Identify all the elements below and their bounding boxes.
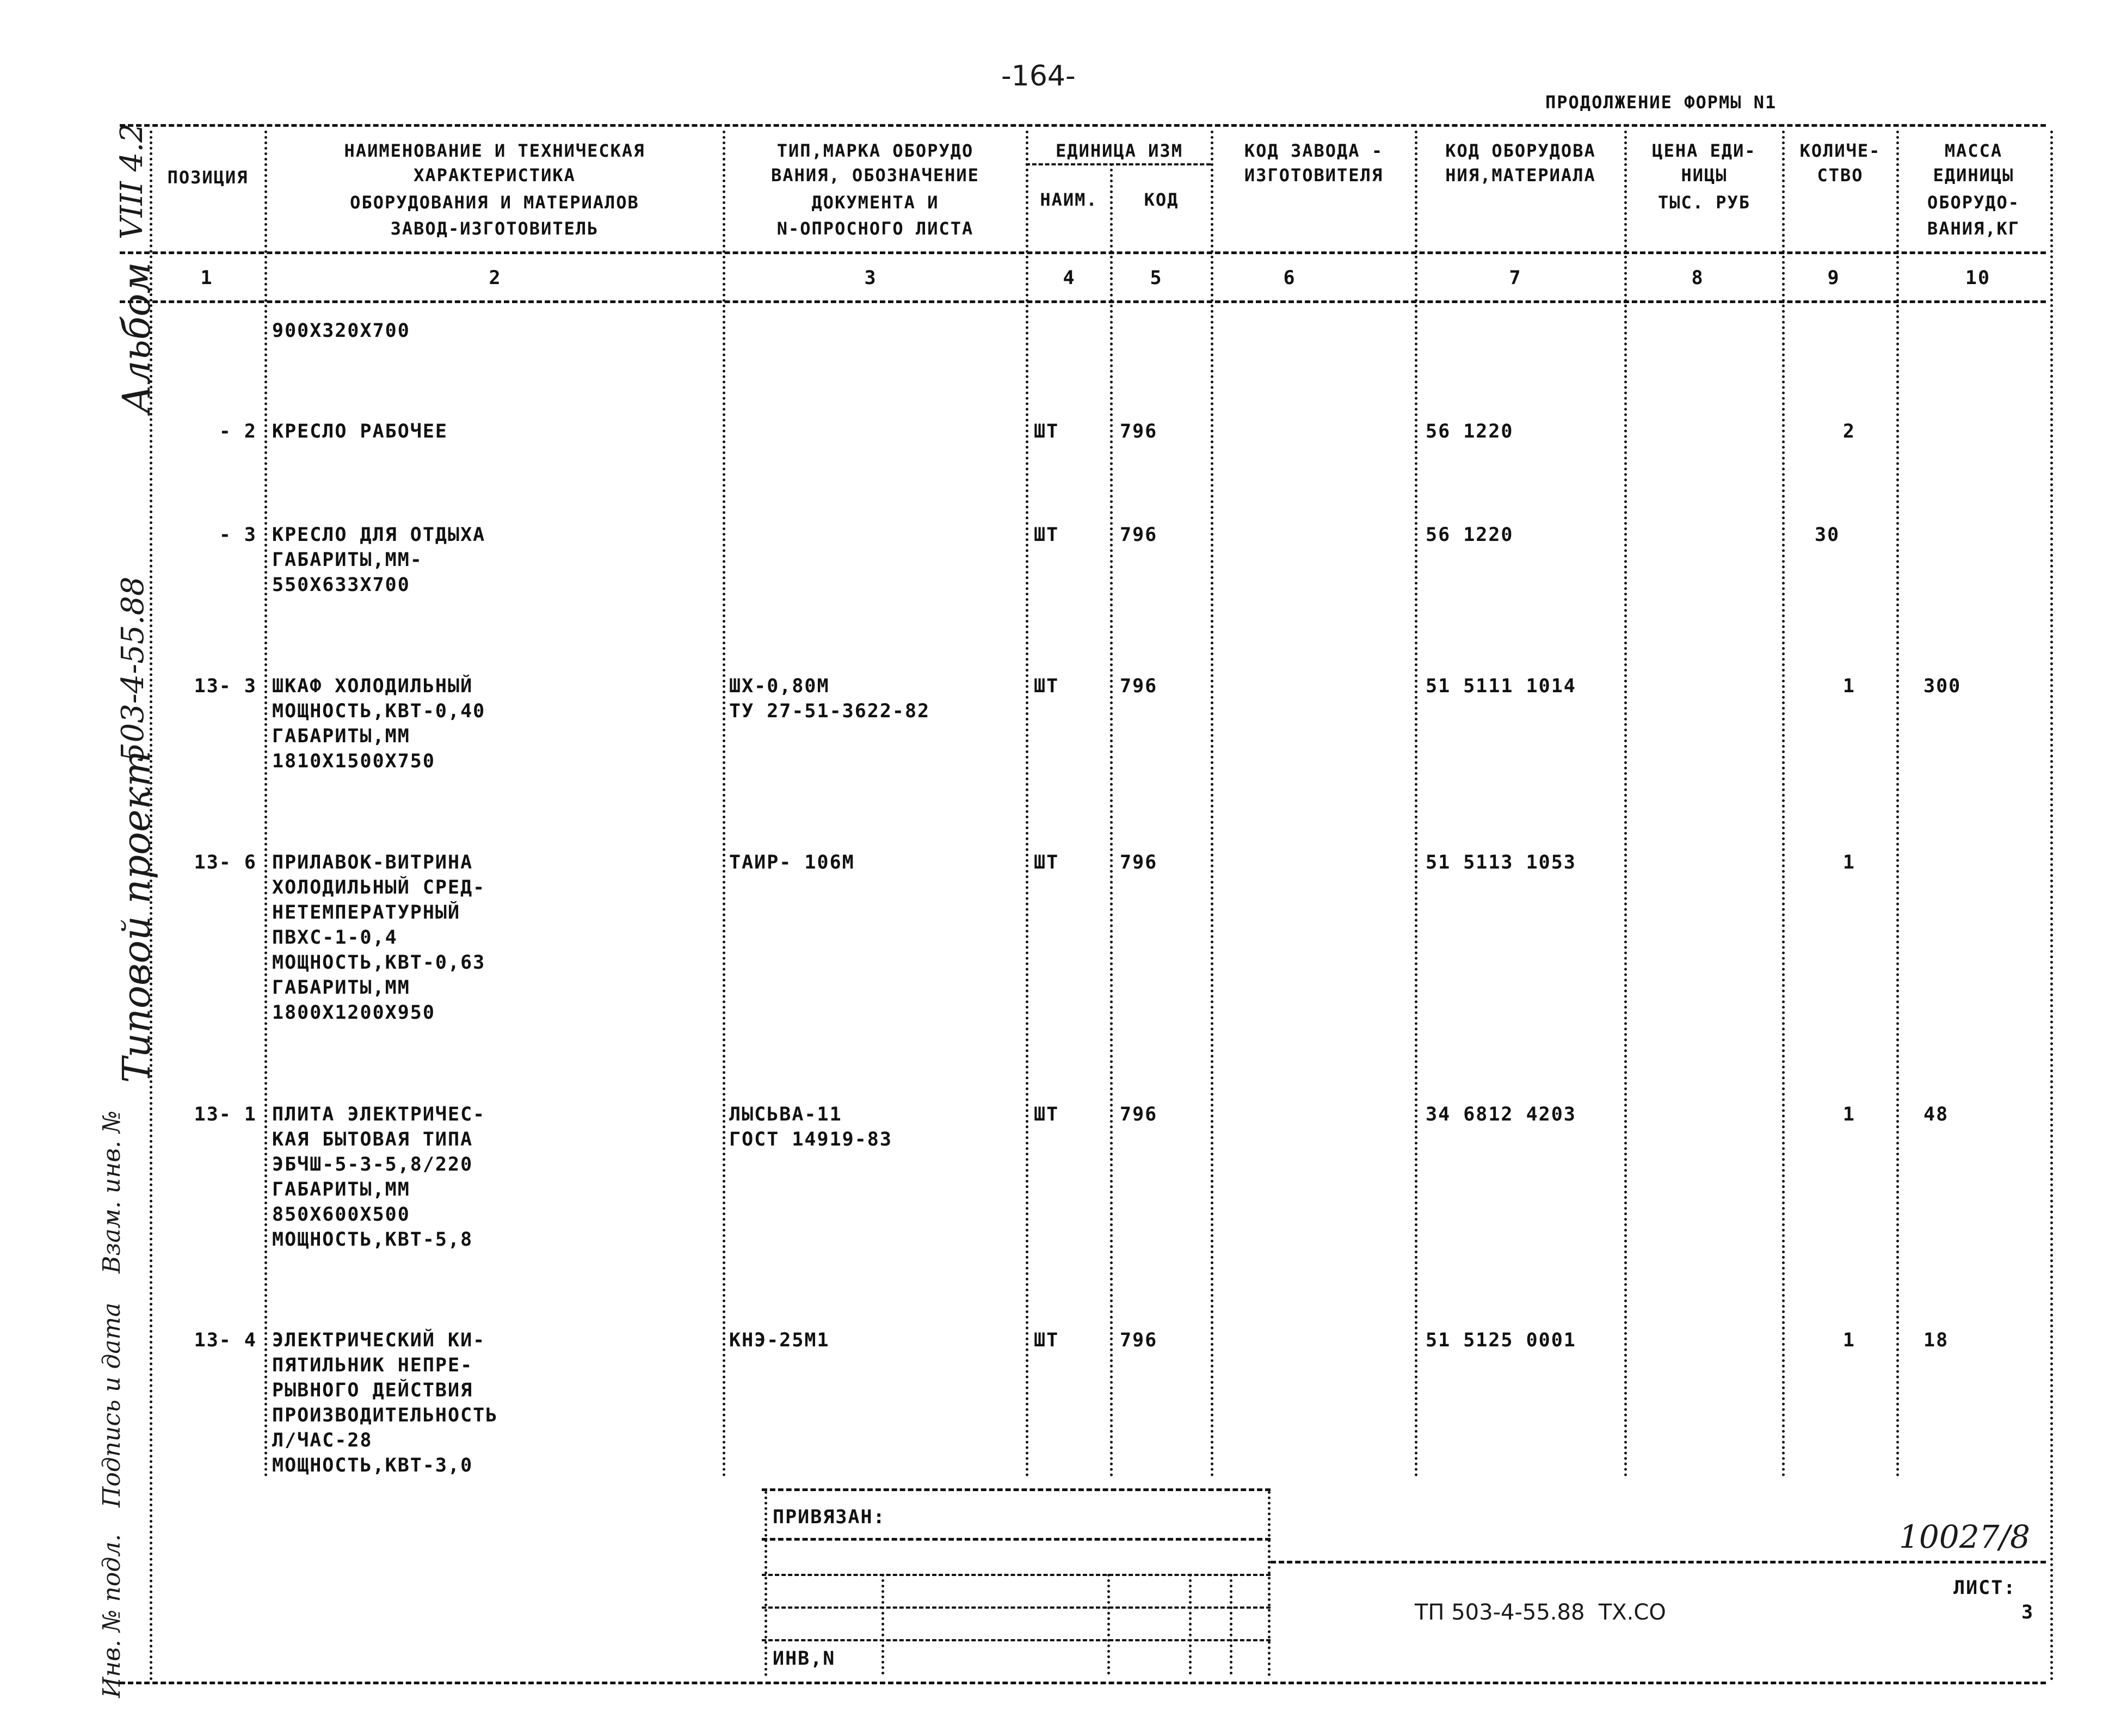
item-position: - 3 [219, 524, 257, 546]
item-equip-code: 34 6812 4203 [1426, 1104, 1576, 1125]
item-name-line: ГАБАРИТЫ,ММ [272, 725, 410, 747]
item-unit: ШТ [1034, 1104, 1059, 1125]
item-position: 13- 4 [194, 1329, 257, 1351]
rule-top [120, 124, 2046, 127]
item-name-line: 550Х633Х700 [272, 574, 410, 596]
col-number: 10 [1965, 267, 1991, 289]
footer-inv-label: ИНВ,N [773, 1648, 836, 1670]
item-name-line: МОЩНОСТЬ,КВТ-3,0 [272, 1455, 473, 1476]
item-name-line: ПРОИЗВОДИТЕЛЬНОСТЬ [272, 1405, 498, 1426]
footer-sep-b [1107, 1574, 1110, 1675]
item-type-line: КНЭ-25М1 [729, 1329, 830, 1351]
item-name-line: ЭБЧШ-5-3-5,8/220 [272, 1154, 473, 1175]
rule-unit-split [1026, 163, 1211, 165]
col-sep-3 [1026, 131, 1028, 1478]
item-name-line: ЭЛЕКТРИЧЕСКИЙ КИ- [272, 1329, 486, 1351]
header-equip-l2: НИЯ,МАТЕРИАЛА [1445, 165, 1596, 186]
page-number: -164- [1001, 60, 1076, 93]
item-qty: 2 [1842, 421, 1855, 442]
header-factory-l1: КОД ЗАВОДА - [1244, 140, 1384, 161]
footer-sep-d [1230, 1574, 1232, 1675]
item-qty: 1 [1842, 1329, 1855, 1351]
header-unit-name: НАИМ. [1040, 189, 1098, 210]
item-equip-code: 56 1220 [1426, 524, 1514, 546]
item-unit-code: 796 [1120, 1329, 1158, 1351]
item-qty: 1 [1842, 675, 1855, 697]
item-position: 13- 1 [194, 1104, 257, 1125]
header-mass-l1: МАССА [1944, 140, 2003, 161]
item-name-line: Л/ЧАС-28 [272, 1430, 373, 1451]
header-name-l3: ОБОРУДОВАНИЯ И МАТЕРИАЛОВ [350, 192, 639, 213]
col-number: 1 [200, 267, 213, 289]
item-mass: 300 [1923, 675, 1962, 697]
item-equip-code: 51 5125 0001 [1426, 1329, 1576, 1351]
item-unit-code: 796 [1120, 852, 1158, 873]
rule-colnum-bottom [120, 300, 2046, 303]
header-mass-l3: ОБОРУДО- [1927, 192, 2020, 213]
item-position: 13- 3 [194, 675, 257, 697]
header-qty-l1: КОЛИЧЕ- [1799, 140, 1881, 161]
header-factory-l2: ИЗГОТОВИТЕЛЯ [1244, 165, 1384, 186]
item-qty: 1 [1842, 852, 1855, 873]
item-type-line: ТАИР- 106М [729, 852, 855, 873]
header-price-l2: НИЦЫ [1681, 165, 1728, 186]
item-type-line: ГОСТ 14919-83 [729, 1129, 892, 1150]
item-name-line: МОЩНОСТЬ,КВТ-5,8 [272, 1229, 473, 1251]
item-name-line: КРЕСЛО ДЛЯ ОТДЫХА [272, 524, 486, 546]
col-number: 4 [1063, 267, 1076, 289]
header-price-l1: ЦЕНА ЕДИ- [1652, 140, 1756, 161]
side-stamp-sign: Подпись и дата [98, 1302, 126, 1507]
side-album-label: Альбом [114, 262, 159, 414]
side-album-number: VIII 4.2 [114, 123, 150, 239]
side-project-label: Типовой проект [114, 750, 159, 1083]
item-type-line: ТУ 27-51-3622-82 [729, 700, 930, 722]
item-name-line: МОЩНОСТЬ,КВТ-0,40 [272, 700, 486, 722]
item-name-line: РЫВНОГО ДЕЙСТВИЯ [272, 1380, 473, 1401]
col-sep-right [2050, 131, 2053, 1682]
header-unit: ЕДИНИЦА ИЗМ [1056, 140, 1183, 161]
rule-footer-row2 [762, 1606, 1271, 1609]
col-sep-2 [723, 131, 725, 1478]
item-unit-code: 796 [1120, 1104, 1158, 1125]
rule-footer-row3 [762, 1639, 1271, 1641]
rule-footer-top [762, 1488, 1271, 1491]
footer-sheet-number: 3 [2021, 1602, 2034, 1623]
item-name-line: 900Х320Х700 [272, 320, 410, 342]
rule-footer-mid [1271, 1561, 2046, 1563]
col-number: 6 [1283, 267, 1296, 289]
item-name-line: НЕТЕМПЕРАТУРНЫЙ [272, 902, 461, 924]
item-name-line: ШКАФ ХОЛОДИЛЬНЫЙ [272, 675, 473, 697]
footer-attached-label: ПРИВЯЗАН: [773, 1506, 886, 1528]
col-number: 9 [1827, 267, 1840, 289]
item-name-line: ПРИЛАВОК-ВИТРИНА [272, 852, 473, 873]
col-sep-8 [1782, 131, 1785, 1478]
item-unit: ШТ [1034, 421, 1059, 442]
item-qty: 1 [1842, 1104, 1855, 1125]
col-sep-1 [264, 131, 267, 1478]
item-name-line: ГАБАРИТЫ,ММ- [272, 549, 423, 571]
header-name-l2: ХАРАКТЕРИСТИКА [414, 165, 576, 186]
col-sep-9 [1896, 131, 1899, 1478]
item-name-line: 1800Х1200Х950 [272, 1002, 435, 1024]
header-type-l3: ДОКУМЕНТА И [811, 192, 939, 213]
side-project-code: 503-4-55.88 [115, 576, 151, 762]
item-name-line: 1810Х1500Х750 [272, 750, 435, 772]
item-name-line: КРЕСЛО РАБОЧЕЕ [272, 421, 448, 442]
item-equip-code: 51 5113 1053 [1426, 852, 1576, 873]
footer-sep-right [1268, 1491, 1271, 1676]
footer-sep-a [881, 1574, 884, 1675]
side-stamp-replace: Взам. инв. № [98, 1110, 126, 1273]
col-sep-left [150, 131, 152, 1682]
item-type-line: ЛЫСЬВА-11 [729, 1104, 842, 1125]
item-name-line: ГАБАРИТЫ,ММ [272, 977, 410, 999]
header-mass-l4: ВАНИЯ,КГ [1927, 218, 2020, 239]
item-unit-code: 796 [1120, 421, 1158, 442]
col-number: 2 [489, 267, 502, 289]
footer-doc-code: ТП 503-4-55.88 ТХ.СО [1415, 1600, 1666, 1625]
rule-footer-attached [762, 1538, 1271, 1541]
item-name-line: КАЯ БЫТОВАЯ ТИПА [272, 1129, 473, 1150]
header-position: ПОЗИЦИЯ [167, 167, 249, 188]
header-type-l2: ВАНИЯ, ОБОЗНАЧЕНИЕ [771, 165, 979, 186]
footer-sep-c [1189, 1574, 1192, 1675]
item-name-line: 850Х600Х500 [272, 1204, 410, 1226]
item-mass: 18 [1923, 1329, 1949, 1351]
col-sep-6 [1415, 131, 1417, 1478]
item-name-line: ГАБАРИТЫ,ММ [272, 1179, 410, 1201]
header-type-l4: N-ОПРОСНОГО ЛИСТА [776, 218, 974, 239]
item-name-line: ПВХС-1-0,4 [272, 927, 398, 949]
item-name-line: МОЩНОСТЬ,КВТ-0,63 [272, 952, 486, 974]
rule-footer-row1 [762, 1574, 1271, 1576]
col-sep-4 [1110, 163, 1113, 1478]
item-equip-code: 56 1220 [1426, 421, 1514, 442]
side-stamp-inv: Инв. № подл. [98, 1534, 126, 1698]
item-unit: ШТ [1034, 675, 1059, 697]
item-equip-code: 51 5111 1014 [1426, 675, 1576, 697]
item-unit: ШТ [1034, 1329, 1059, 1351]
col-sep-7 [1624, 131, 1627, 1478]
header-name-l1: НАИМЕНОВАНИЕ И ТЕХНИЧЕСКАЯ [344, 140, 645, 161]
header-equip-l1: КОД ОБОРУДОВА [1445, 140, 1596, 161]
item-name-line: ХОЛОДИЛЬНЫЙ СРЕД- [272, 877, 486, 898]
item-name-line: ПЛИТА ЭЛЕКТРИЧЕС- [272, 1104, 486, 1125]
item-position: 13- 6 [194, 852, 257, 873]
footer-sheet-label: ЛИСТ: [1953, 1577, 2017, 1599]
col-sep-5 [1211, 131, 1213, 1478]
rule-header-bottom [120, 251, 2046, 254]
header-qty-l2: СТВО [1817, 165, 1864, 186]
item-qty: 30 [1815, 524, 1840, 546]
item-unit-code: 796 [1120, 675, 1158, 697]
item-position: - 2 [219, 421, 257, 442]
header-name-l4: ЗАВОД-ИЗГОТОВИТЕЛЬ [390, 218, 599, 239]
item-mass: 48 [1923, 1104, 1949, 1125]
header-unit-code: КОД [1144, 189, 1179, 210]
header-mass-l2: ЕДИНИЦЫ [1933, 165, 2014, 186]
col-number: 5 [1150, 267, 1163, 289]
header-price-l3: ТЫС. РУБ [1657, 192, 1751, 213]
continuation-label: ПРОДОЛЖЕНИЕ ФОРМЫ N1 [1545, 92, 1777, 113]
item-name-line: ПЯТИЛЬНИК НЕПРЕ- [272, 1355, 473, 1376]
col-number: 3 [864, 267, 877, 289]
header-type-l1: ТИП,МАРКА ОБОРУДО [776, 140, 974, 161]
item-unit: ШТ [1034, 524, 1059, 546]
item-unit-code: 796 [1120, 524, 1158, 546]
col-number: 7 [1509, 267, 1522, 289]
footer-handwritten-ref: 10027/8 [1899, 1518, 2030, 1555]
rule-bottom [120, 1682, 2046, 1684]
footer-sep-left [764, 1491, 767, 1676]
item-unit: ШТ [1034, 852, 1059, 873]
item-type-line: ШХ-0,80М [729, 675, 830, 697]
col-number: 8 [1691, 267, 1704, 289]
